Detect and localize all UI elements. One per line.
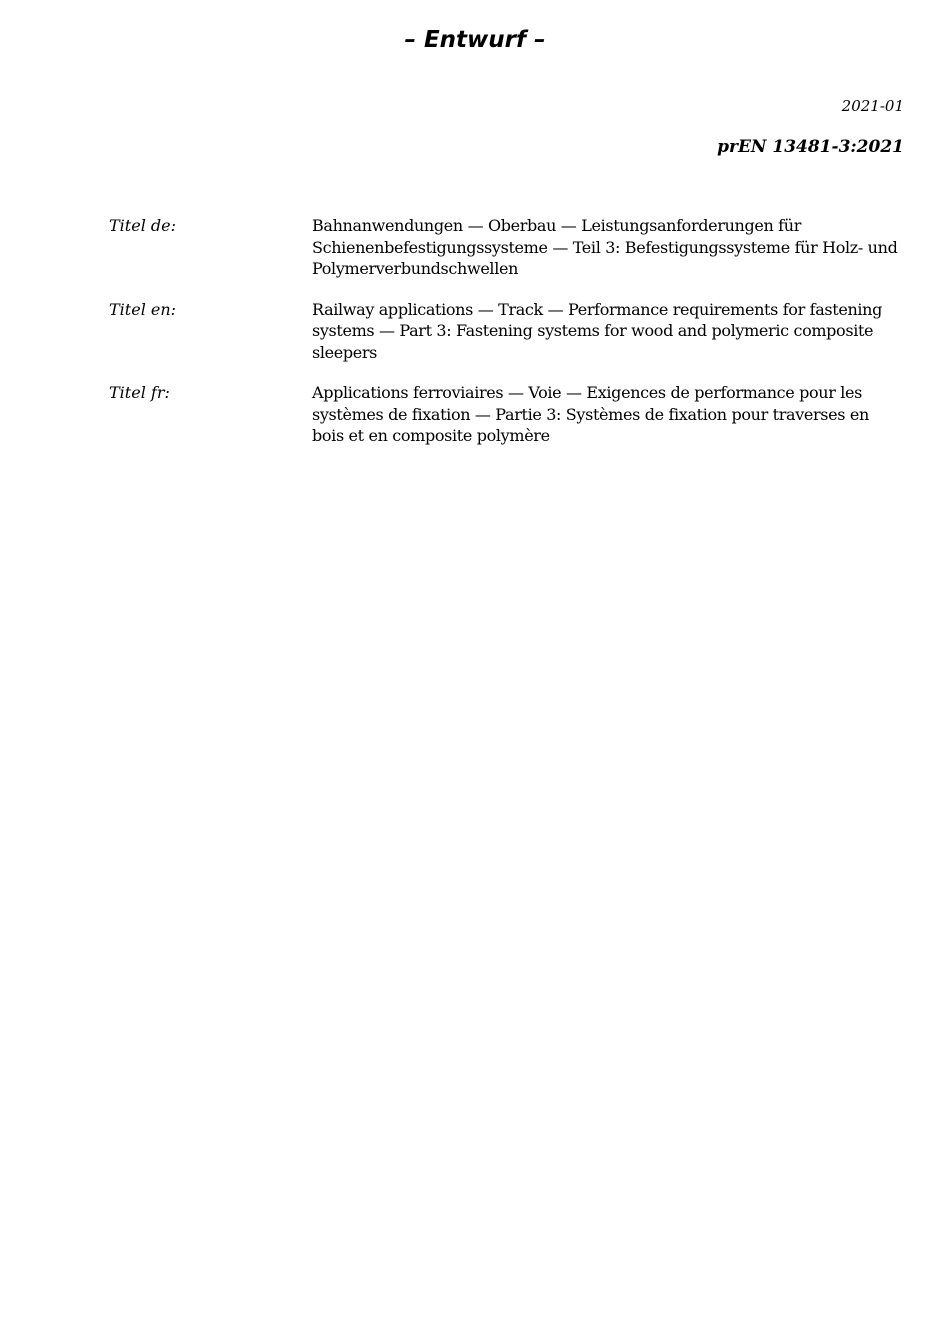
document-date: 2021-01 — [841, 97, 904, 115]
title-text-de: Bahnanwendungen — Oberbau — Leistungsanforderungen für Schienenbefestigungssysteme — Teil 3: Befestigungssysteme für Holz- und Polymerverbundschwellen — [312, 216, 898, 278]
title-label-fr: Titel fr: — [109, 383, 170, 402]
title-label-en: Titel en: — [109, 299, 177, 319]
title-row-en — [109, 299, 904, 364]
document-number: prEN 13481-3:2021 — [717, 137, 904, 157]
title-list — [109, 215, 904, 466]
title-text-fr: Applications ferroviaires — Voie — Exigences de performance pour les systèmes de fixation — Partie 3: Systèmes de fixation pour traverses en bois et en composite polymère — [312, 383, 869, 445]
title-row-de — [109, 215, 904, 280]
title-label-de: Titel de: — [109, 216, 176, 235]
draft-title: – Entwurf – — [404, 27, 546, 53]
title-row-fr — [109, 382, 904, 447]
title-text-en: Railway applications — Track — Performance requirements for fastening systems — Part 3: Fastening systems for wood and polymeric composite sleepers — [312, 299, 883, 362]
